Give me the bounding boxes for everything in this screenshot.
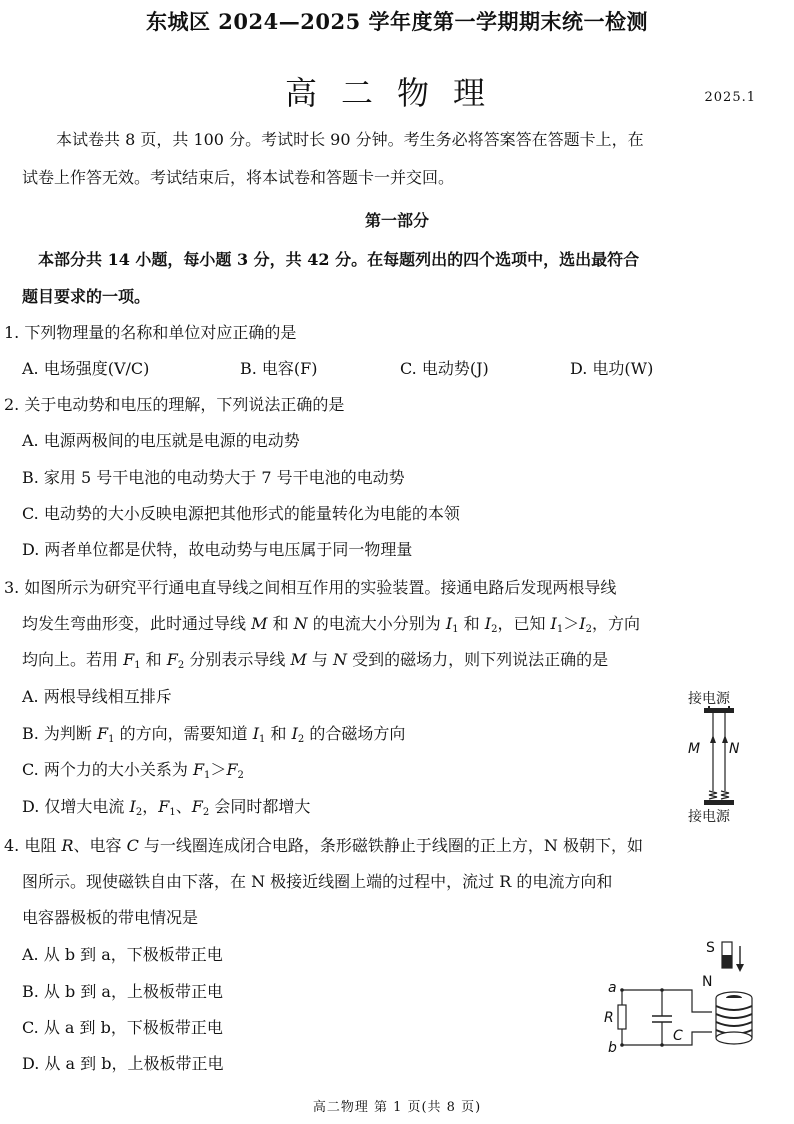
q4-var-r: R [61, 836, 74, 855]
q2-option-c: C. 电动势的大小反映电源把其他形式的能量转化为电能的本领 [22, 504, 460, 523]
q3-text: 和 [265, 724, 292, 743]
subject-title: 高二物理 [284, 74, 509, 112]
q4-text: 与一线圈连成闭合电路，条形磁铁静止于线圈的正上方，N 极朝下，如 [138, 836, 644, 855]
q3-sub: 2 [585, 624, 592, 635]
q3-sub: 2 [202, 807, 210, 818]
q2-option-b: B. 家用 5 号干电池的电动势大于 7 号干电池的电动势 [22, 468, 405, 487]
q3-sub: 2 [491, 624, 498, 635]
q4-fig-label-s: S [706, 940, 715, 956]
q3-fig-label-top: 接电源 [688, 691, 730, 707]
q4-option-a: A. 从 b 到 a，下极板带正电 [22, 945, 223, 964]
q3-sub: 1 [204, 770, 211, 781]
q1-option-c: C. 电动势(J) [400, 359, 489, 378]
q4-fig-label-n: N [702, 974, 713, 990]
intro-line-1: 本试卷共 8 页，共 100 分。考试时长 90 分钟。考生务必将答案答在答题卡上，在 [56, 130, 644, 149]
q3-text: ，方向 [591, 614, 640, 633]
q3-var-i: I [484, 614, 492, 633]
q3-text: 受到的磁场力，则下列说法正确的是 [347, 650, 609, 669]
exam-date: 2025.1 [704, 90, 756, 105]
q3-text: C. 两个力的大小关系为 [22, 760, 193, 779]
q4-fig-label-b: b [608, 1040, 617, 1056]
q4-fig-label-c: C [673, 1028, 683, 1044]
q1-option-a: A. 电场强度(V/C) [22, 359, 150, 378]
q3-var-f: F [226, 760, 238, 779]
q3-var-f: F [166, 650, 178, 669]
q4-text: 、电容 [73, 836, 127, 855]
q3-option-d [22, 789, 310, 831]
q3-stem-line-3 [22, 642, 608, 684]
q3-sub: 1 [169, 807, 176, 818]
q2-option-a: A. 电源两极间的电压就是电源的电动势 [22, 431, 300, 450]
q3-var-i: I [579, 614, 586, 633]
q3-text: ，已知 [497, 614, 551, 633]
exam-title: 东城区 2024—2025 学年度第一学期期末统一检测 [145, 9, 648, 34]
q1-option-d: D. 电功(W) [570, 359, 654, 378]
q3-text: 分别表示导线 [184, 650, 291, 669]
q3-sub: 2 [237, 770, 244, 781]
coil-circuit-figure [612, 940, 762, 1055]
q3-text: 和 [458, 614, 485, 633]
q3-text: 会同时都增大 [209, 797, 311, 816]
q3-stem-line-1: 3. 如图所示为研究平行通电直导线之间相互作用的实验装置。接通电路后发现两根导线 [4, 578, 617, 597]
q4-fig-label-r: R [604, 1010, 614, 1026]
q3-sub: 1 [452, 624, 459, 635]
intro-line-2: 试卷上作答无效。考试结束后，将本试卷和答题卡一并交回。 [22, 168, 455, 187]
part-instruction-1: 本部分共 14 小题，每小题 3 分，共 42 分。在每题列出的四个选项中，选出最符合 [38, 250, 640, 269]
q3-sub: 1 [108, 734, 115, 745]
q3-option-a: A. 两根导线相互排斥 [22, 687, 172, 706]
q1-option-b: B. 电容(F) [240, 359, 318, 378]
q3-option-c [22, 752, 244, 794]
q3-text: 的合磁场方向 [304, 724, 406, 743]
q3-text: 均向上。若用 [22, 650, 124, 669]
q3-var-i: I [252, 724, 260, 743]
q3-sub: 1 [134, 660, 141, 671]
q3-sub: 1 [259, 734, 266, 745]
parallel-wires-figure [700, 705, 740, 807]
q4-option-c: C. 从 a 到 b，下极板带正电 [22, 1018, 223, 1037]
q4-stem-line-3: 电容器极板的带电情况是 [22, 908, 199, 927]
q3-sub: 2 [135, 807, 143, 818]
q3-text: 与 [306, 650, 334, 669]
q4-stem-line-1 [4, 828, 643, 864]
q3-var-i: I [445, 614, 453, 633]
q3-text: D. 仅增大电流 [22, 797, 130, 816]
q3-var-m: M [251, 614, 268, 633]
q4-option-b: B. 从 b 到 a，上极板带正电 [22, 982, 223, 1001]
q3-fig-label-bottom: 接电源 [688, 809, 730, 825]
q3-sub: 2 [297, 734, 305, 745]
q3-var-i: I [291, 724, 298, 743]
q3-var-f: F [192, 760, 205, 779]
q3-var-i: I [550, 614, 557, 633]
q3-var-n: N [333, 650, 348, 669]
page-footer: 高二物理 第 1 页(共 8 页) [312, 1100, 482, 1115]
q3-fig-label-n: N [729, 741, 740, 757]
q2-stem: 2. 关于电动势和电压的理解，下列说法正确的是 [4, 395, 345, 414]
q3-text: 和 [140, 650, 167, 669]
q3-text: ， [142, 797, 159, 816]
q3-var-m: M [290, 650, 307, 669]
q3-var-f: F [123, 650, 135, 669]
q3-text: 的电流大小分别为 [307, 614, 446, 633]
q3-var-f: F [97, 724, 109, 743]
q4-fig-label-a: a [608, 980, 617, 996]
q3-text: 、 [175, 797, 192, 816]
q3-sub: 1 [556, 624, 564, 635]
q3-gt: ＞ [563, 614, 580, 633]
q3-text: 和 [267, 614, 294, 633]
q3-text: 均发生弯曲形变，此时通过导线 [22, 614, 252, 633]
q3-var-f: F [158, 797, 170, 816]
q3-var-f: F [191, 797, 203, 816]
q3-var-n: N [293, 614, 308, 633]
q4-stem-line-2: 图所示。现使磁铁自由下落，在 N 极接近线圈上端的过程中，流过 R 的电流方向和 [22, 872, 613, 891]
q3-fig-label-m: M [688, 741, 701, 757]
q4-var-c: C [126, 836, 139, 855]
q1-stem: 1. 下列物理量的名称和单位对应正确的是 [4, 323, 297, 342]
q3-text: 的方向，需要知道 [114, 724, 253, 743]
q3-text: B. 为判断 [22, 724, 98, 743]
q4-text: 4. 电阻 [4, 836, 62, 855]
part-title: 第一部分 [364, 211, 429, 230]
q3-gt: ＞ [210, 760, 227, 779]
q3-var-i: I [129, 797, 136, 816]
q4-option-d: D. 从 a 到 b，上极板带正电 [22, 1054, 224, 1073]
q2-option-d: D. 两者单位都是伏特，故电动势与电压属于同一物理量 [22, 540, 413, 559]
part-instruction-2: 题目要求的一项。 [22, 287, 151, 306]
q3-sub: 2 [177, 660, 185, 671]
